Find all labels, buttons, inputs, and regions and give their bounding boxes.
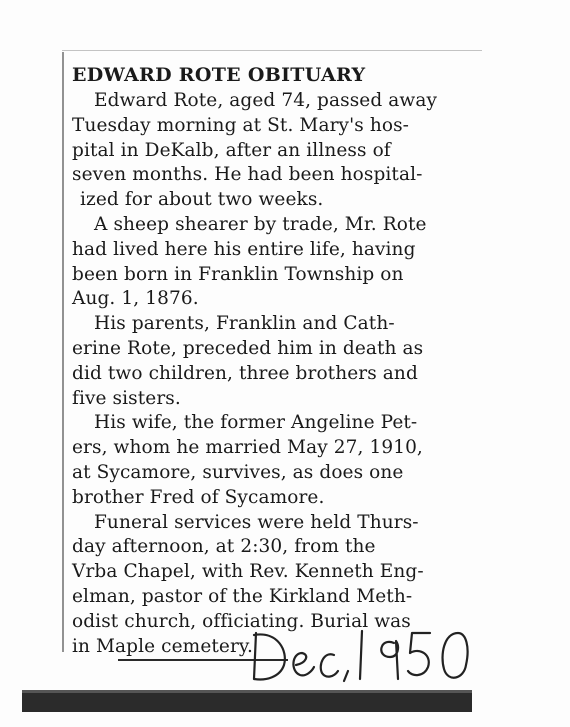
scan-border-bar	[22, 690, 472, 712]
text-line: erine Rote, preceded him in death as	[72, 337, 424, 359]
text-line: Vrba Chapel, with Rev. Kenneth Eng-	[72, 561, 424, 583]
handwritten-annotation	[118, 615, 478, 685]
text-line: been born in Franklin Township on	[72, 263, 404, 285]
scan-border-highlight	[22, 690, 472, 693]
clipping-left-edge	[62, 52, 64, 652]
paragraph-4	[72, 411, 482, 510]
text-line: had lived here his entire life, having	[72, 238, 416, 260]
text-line: ers, whom he married May 27, 1910,	[72, 437, 423, 459]
text-line: brother Fred of Sycamore.	[72, 486, 325, 508]
obituary-clipping	[72, 64, 482, 659]
paragraph-2	[72, 213, 482, 312]
text-line: Edward Rote, aged 74, passed away	[94, 90, 438, 111]
paragraph-3	[72, 312, 482, 411]
text-line: odist church, officiating. Burial was	[72, 610, 411, 632]
text-line: Tuesday morning at St. Mary's hos-	[72, 114, 410, 136]
text-line: elman, pastor of the Kirkland Meth-	[72, 585, 413, 607]
text-line: His parents, Franklin and Cath-	[94, 313, 395, 335]
text-line: His wife, the former Angeline Pet-	[94, 412, 418, 434]
text-line: five sisters.	[72, 387, 181, 409]
text-line: at Sycamore, survives, as does one	[72, 461, 404, 483]
text-line: did two children, three brothers and	[72, 362, 418, 384]
text-line: Funeral services were held Thurs-	[94, 511, 419, 533]
text-line: ized for about two weeks.	[80, 189, 324, 211]
clipping-top-edge	[62, 50, 482, 51]
text-line: Aug. 1, 1876.	[72, 288, 199, 310]
text-line: A sheep shearer by trade, Mr. Rote	[94, 213, 427, 235]
text-line: pital in DeKalb, after an illness of	[72, 139, 391, 161]
handwritten-date-mark	[248, 621, 478, 685]
obituary-headline: EDWARD ROTE OBITUARY	[72, 64, 366, 86]
paragraph-1	[72, 89, 482, 213]
text-line: seven months. He had been hospital-	[72, 164, 423, 186]
text-line: in Maple cemetery.	[72, 635, 253, 657]
text-line: day afternoon, at 2:30, from the	[72, 536, 376, 558]
